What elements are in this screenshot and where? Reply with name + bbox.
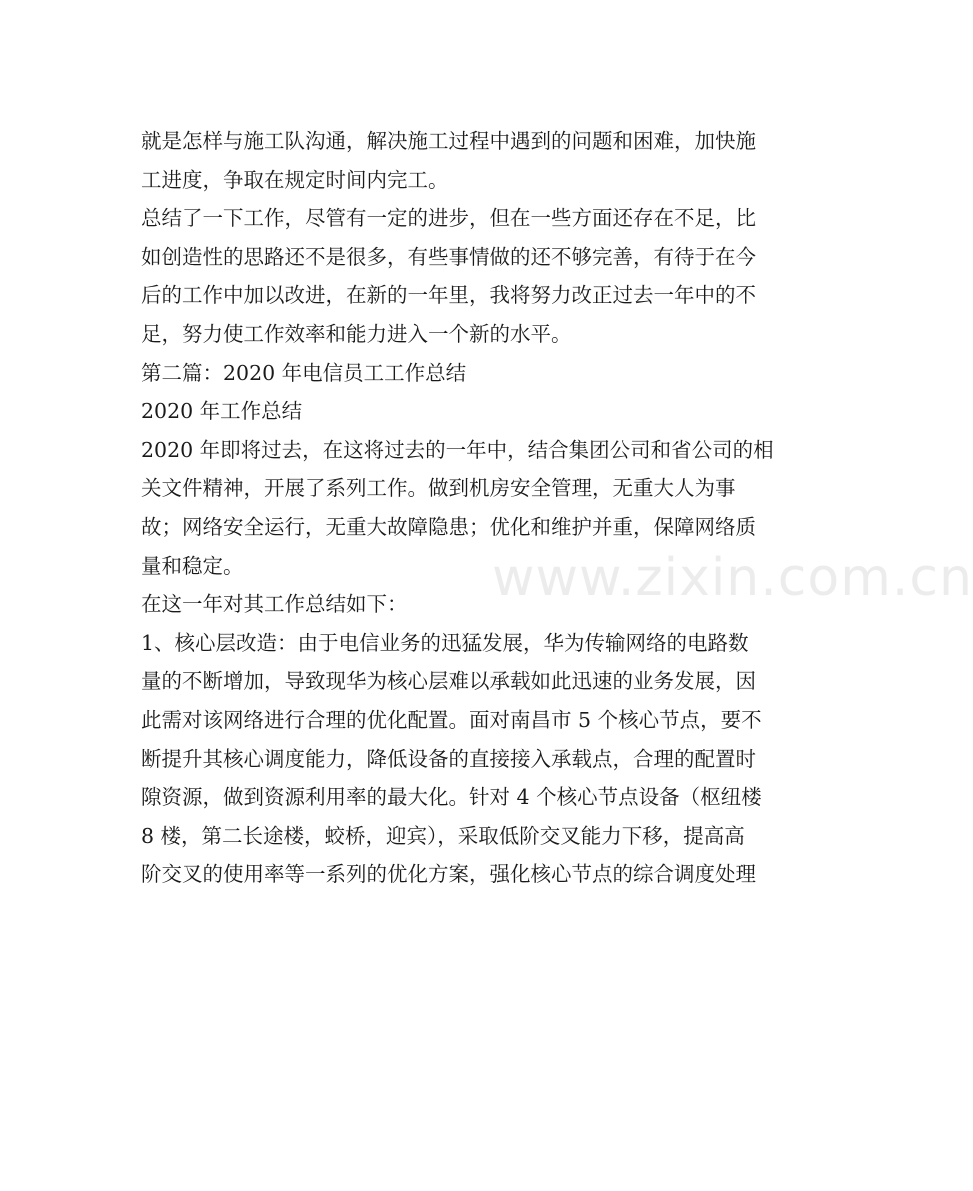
text-line: 量的不断增加，导致现华为核心层难以承载如此迅速的业务发展，因 <box>141 669 756 694</box>
text-line: 足，努力使工作效率和能力进入一个新的水平。 <box>141 321 572 346</box>
text-line: 断提升其核心调度能力，降低设备的直接接入承载点，合理的配置时 <box>141 746 756 771</box>
text-line: 阶交叉的使用率等一系列的优化方案，强化核心节点的综合调度处理 <box>141 862 756 887</box>
text-line: 工进度，争取在规定时间内完工。 <box>141 167 449 192</box>
text-line: 就是怎样与施工队沟通，解决施工过程中遇到的问题和困难，加快施 <box>141 129 756 153</box>
section-heading: 第二篇：2020 年电信员工工作总结 <box>141 360 467 385</box>
text-line: 1、核心层改造：由于电信业务的迅猛发展，华为传输网络的电路数 <box>141 630 749 655</box>
text-line: 在这一年对其工作总结如下： <box>141 592 408 617</box>
text-line: 关文件精神，开展了系列工作。做到机房安全管理，无重大人为事 <box>141 476 736 501</box>
text-line: 隙资源，做到资源利用率的最大化。针对 4 个核心节点设备（枢纽楼 <box>141 785 762 810</box>
watermark: www.zixin.com.cn <box>492 548 973 608</box>
text-line: 故；网络安全运行，无重大故障隐患；优化和维护并重，保障网络质 <box>141 514 756 539</box>
text-line: 总结了一下工作，尽管有一定的进步，但在一些方面还存在不足，比 <box>141 206 756 231</box>
document-body <box>141 122 781 894</box>
text-line: 2020 年即将过去，在这将过去的一年中，结合集团公司和省公司的相 <box>141 437 774 462</box>
text-line: 后的工作中加以改进，在新的一年里，我将努力改正过去一年中的不 <box>141 283 756 308</box>
text-line: 量和稳定。 <box>141 553 244 578</box>
section-subheading: 2020 年工作总结 <box>141 399 303 424</box>
text-line: 8 楼，第二长途楼，蛟桥，迎宾），采取低阶交叉能力下移，提高高 <box>141 823 745 848</box>
text-line: 此需对该网络进行合理的优化配置。面对南昌市 5 个核心节点，要不 <box>141 707 762 732</box>
text-line: 如创造性的思路还不是很多，有些事情做的还不够完善，有待于在今 <box>141 244 756 269</box>
